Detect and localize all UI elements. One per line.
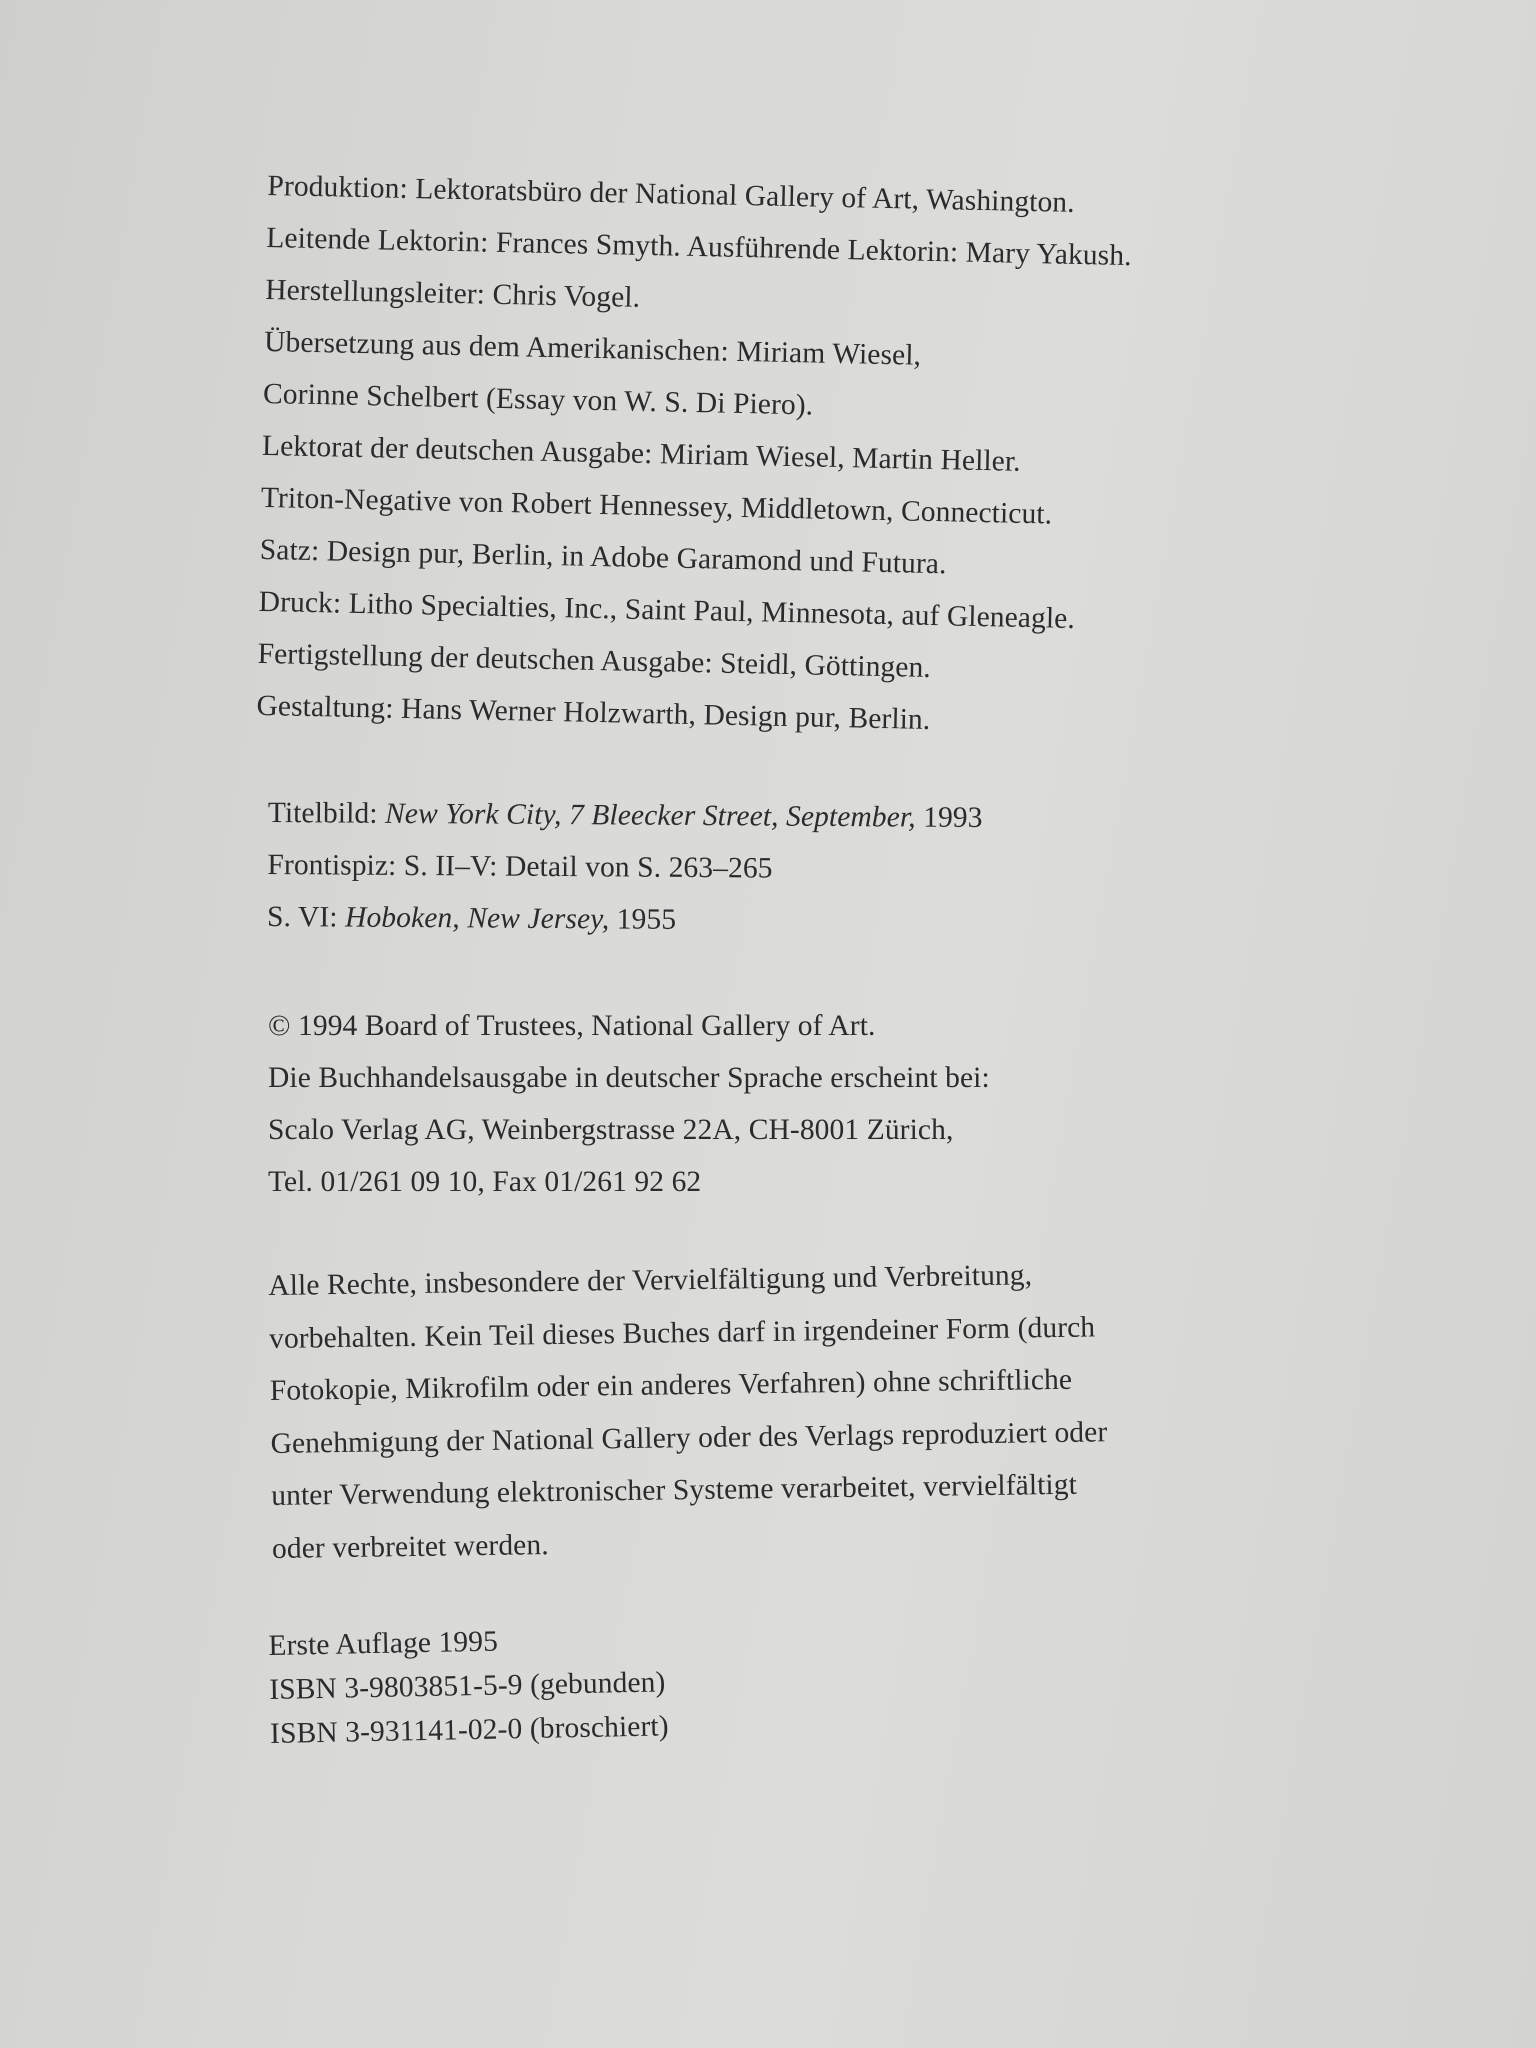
- cover-title: New York City, 7 Bleecker Street, September,: [384, 797, 916, 834]
- rights-line: vorbehalten. Kein Teil dieses Buches darf in irgendeiner Form (durch: [268, 1310, 1096, 1355]
- rights-statement: [268, 1245, 1372, 1575]
- edition-info: [268, 1603, 1370, 1756]
- cover-label: Titelbild:: [267, 796, 386, 830]
- credit-line: Corinne Schelbert (Essay von W. S. Di Piero).: [262, 377, 814, 422]
- credit-line: Herstellungsleiter: Chris Vogel.: [264, 273, 641, 314]
- publisher-phone-fax: Tel. 01/261 09 10, Fax 01/261 92 62: [268, 1166, 702, 1198]
- rights-line: Fotokopie, Mikrofilm oder ein anderes Verfahren) ohne schriftliche: [269, 1363, 1073, 1407]
- copyright-line: © 1994 Board of Trustees, National Gallery of Art.: [268, 1010, 876, 1042]
- page-vi-title: Hoboken, New Jersey,: [345, 901, 610, 936]
- isbn-hardcover: ISBN 3-9803851-5-9 (gebunden): [268, 1666, 666, 1706]
- credit-line: Lektorat der deutschen Ausgabe: Miriam Wiesel, Martin Heller.: [261, 429, 1022, 478]
- credit-line: Produktion: Lektoratsbüro der National Gallery of Art, Washington.: [267, 169, 1076, 219]
- rights-line: unter Verwendung elektronischer Systeme verarbeitet, vervielfältigt: [271, 1468, 1078, 1512]
- credit-line: Gestaltung: Hans Werner Holzwarth, Design pur, Berlin.: [256, 689, 931, 736]
- publisher-address: Scalo Verlag AG, Weinbergstrasse 22A, CH-8001 Zürich,: [268, 1114, 954, 1146]
- frontispiece-credit: Frontispiz: S. II–V: Detail von S. 263–265: [267, 848, 773, 885]
- credit-line: Triton-Negative von Robert Hennessey, Middletown, Connecticut.: [260, 481, 1053, 531]
- rights-line: Alle Rechte, insbesondere der Vervielfältigung und Verbreitung,: [268, 1259, 1033, 1302]
- cover-year: 1993: [915, 801, 983, 834]
- cover-image-credit: [268, 787, 1368, 847]
- page-vi-credit: [267, 891, 1367, 951]
- rights-line: Genehmigung der National Gallery oder des Verlags reproduziert oder: [270, 1415, 1108, 1460]
- rights-line: oder verbreitet werden.: [271, 1528, 549, 1565]
- credit-line: Fertigstellung der deutschen Ausgabe: Steidl, Göttingen.: [257, 637, 932, 684]
- copyright-notice: [268, 1000, 1368, 1208]
- credit-line: Übersetzung aus dem Amerikanischen: Miriam Wiesel,: [263, 325, 922, 372]
- isbn-paperback: ISBN 3-931141-02-0 (broschiert): [269, 1710, 669, 1750]
- credit-line: Leitende Lektorin: Frances Smyth. Ausführende Lektorin: Mary Yakush.: [266, 221, 1132, 273]
- credit-line: Satz: Design pur, Berlin, in Adobe Garamond und Futura.: [259, 533, 947, 581]
- publisher-line: Die Buchhandelsausgabe in deutscher Sprache erscheint bei:: [268, 1062, 990, 1094]
- page-vi-year: 1955: [609, 903, 677, 936]
- credit-line: Druck: Litho Specialties, Inc., Saint Paul, Minnesota, auf Gleneagle.: [258, 585, 1076, 635]
- image-credits: [267, 787, 1368, 951]
- production-credits: [256, 160, 1368, 755]
- first-edition: Erste Auflage 1995: [268, 1625, 499, 1662]
- page-vi-label: S. VI:: [266, 900, 346, 934]
